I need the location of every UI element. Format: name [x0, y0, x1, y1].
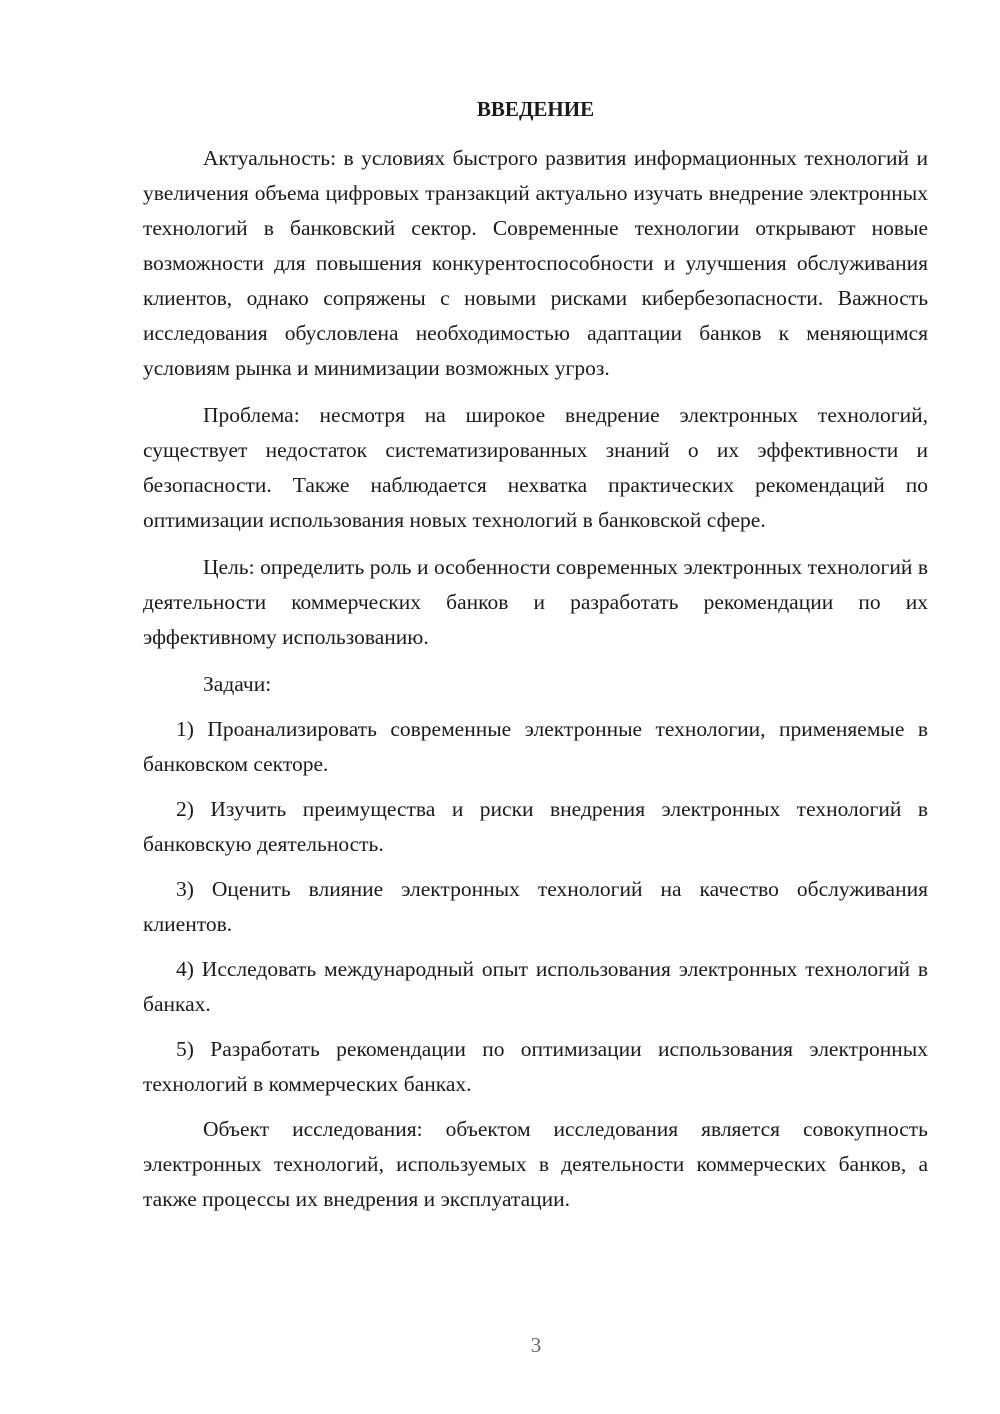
task-item-1: 1) Проанализировать современные электронные технологии, применяемые в банковском секторе. — [143, 717, 928, 776]
paragraph-goal: Цель: определить роль и особенности современных электронных технологий в деятельности коммерческих банков и разработать рекомендации по их эффективному использованию. — [143, 555, 928, 649]
paragraph-relevance: Актуальность: в условиях быстрого развития информационных технологий и увеличения объема цифровых транзакций актуально изучать внедрение электронных технологий в банковский сектор. Современные технологии открывают новые возможности для повышения конкурентоспособности и улучшения обслуживания клиентов, однако сопряжены с новыми рисками кибербезопасности. Важность исследования обусловлена необходимостью адаптации банков к меняющимся условиям рынка и минимизации возможных угроз. — [143, 146, 928, 380]
task-item-4: 4) Исследовать международный опыт использования электронных технологий в банках. — [143, 957, 928, 1016]
tasks-heading: Задачи: — [203, 672, 272, 696]
document-page — [143, 92, 928, 1229]
page-number: 3 — [530, 1333, 542, 1357]
paragraph-problem: Проблема: несмотря на широкое внедрение электронных технологий, существует недостаток систематизированных знаний о их эффективности и безопасности. Также наблюдается нехватка практических рекомендаций по оптимизации использования новых технологий в банковской сфере. — [143, 403, 928, 532]
task-item-5: 5) Разработать рекомендации по оптимизации использования электронных технологий в коммерческих банках. — [143, 1037, 928, 1096]
task-item-2: 2) Изучить преимущества и риски внедрения электронных технологий в банковскую деятельность. — [143, 797, 928, 856]
page-title: ВВЕДЕНИЕ — [476, 97, 595, 121]
paragraph-object: Объект исследования: объектом исследования является совокупность электронных технологий, используемых в деятельности коммерческих банков, а также процессы их внедрения и эксплуатации. — [143, 1117, 928, 1211]
task-item-3: 3) Оценить влияние электронных технологий на качество обслуживания клиентов. — [143, 877, 928, 936]
